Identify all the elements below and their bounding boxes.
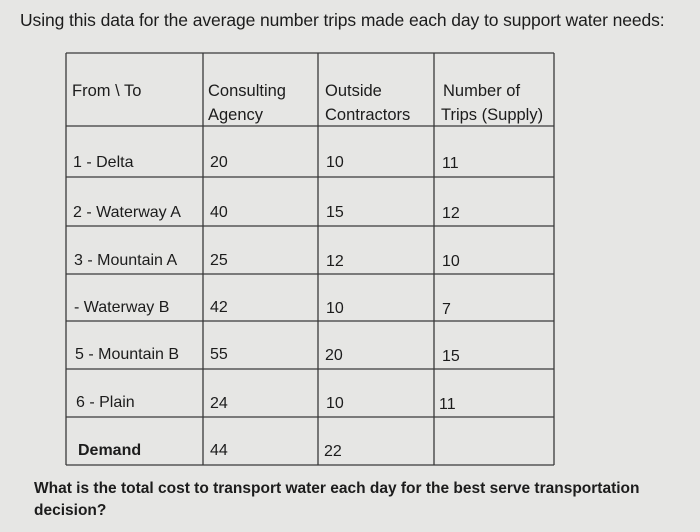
row-6-supply: 11 (439, 396, 456, 413)
row-3-outside: 12 (326, 253, 344, 270)
row-1-outside: 10 (326, 154, 344, 171)
header-agency: Agency (208, 106, 264, 124)
data-table (64, 52, 556, 466)
row-5-outside: 20 (325, 347, 343, 364)
row-5-label: 5 - Mountain B (75, 346, 180, 363)
row-1-label: 1 - Delta (73, 154, 134, 171)
row-4-outside: 10 (326, 300, 344, 317)
row-6-consulting: 24 (210, 395, 228, 412)
row-6-outside: 10 (326, 395, 344, 412)
demand-consulting: 44 (210, 442, 228, 459)
header-trips-supply: Trips (Supply) (441, 106, 544, 124)
intro-text: Using this data for the average number trips made each day to support water needs: (20, 10, 665, 30)
row-2-supply: 12 (442, 205, 460, 222)
row-5-consulting: 55 (210, 346, 228, 363)
demand-label: Demand (78, 442, 142, 459)
row-6-label: 6 - Plain (76, 394, 135, 411)
row-5-supply: 15 (442, 348, 460, 365)
row-4-consulting: 42 (210, 299, 228, 316)
row-2-outside: 15 (326, 204, 344, 221)
row-1-supply: 11 (442, 155, 459, 172)
row-3-supply: 10 (442, 253, 460, 270)
row-4-label: - Waterway B (74, 299, 170, 316)
row-2-consulting: 40 (210, 204, 228, 221)
row-3-label: 3 - Mountain A (74, 252, 178, 269)
row-1-consulting: 20 (210, 154, 228, 171)
header-contractors: Contractors (325, 106, 411, 124)
row-3-consulting: 25 (210, 252, 228, 269)
header-number-of: Number of (443, 82, 521, 100)
question-line-2: decision? (34, 502, 107, 519)
question-line-1: What is the total cost to transport water each day for the best serve transportation (34, 480, 640, 497)
header-outside: Outside (325, 82, 382, 100)
header-consulting: Consulting (208, 82, 286, 100)
row-4-supply: 7 (442, 301, 451, 318)
row-2-label: 2 - Waterway A (73, 204, 181, 221)
header-from-to: From \ To (72, 82, 142, 100)
question-text (34, 478, 654, 522)
demand-outside: 22 (324, 443, 342, 460)
